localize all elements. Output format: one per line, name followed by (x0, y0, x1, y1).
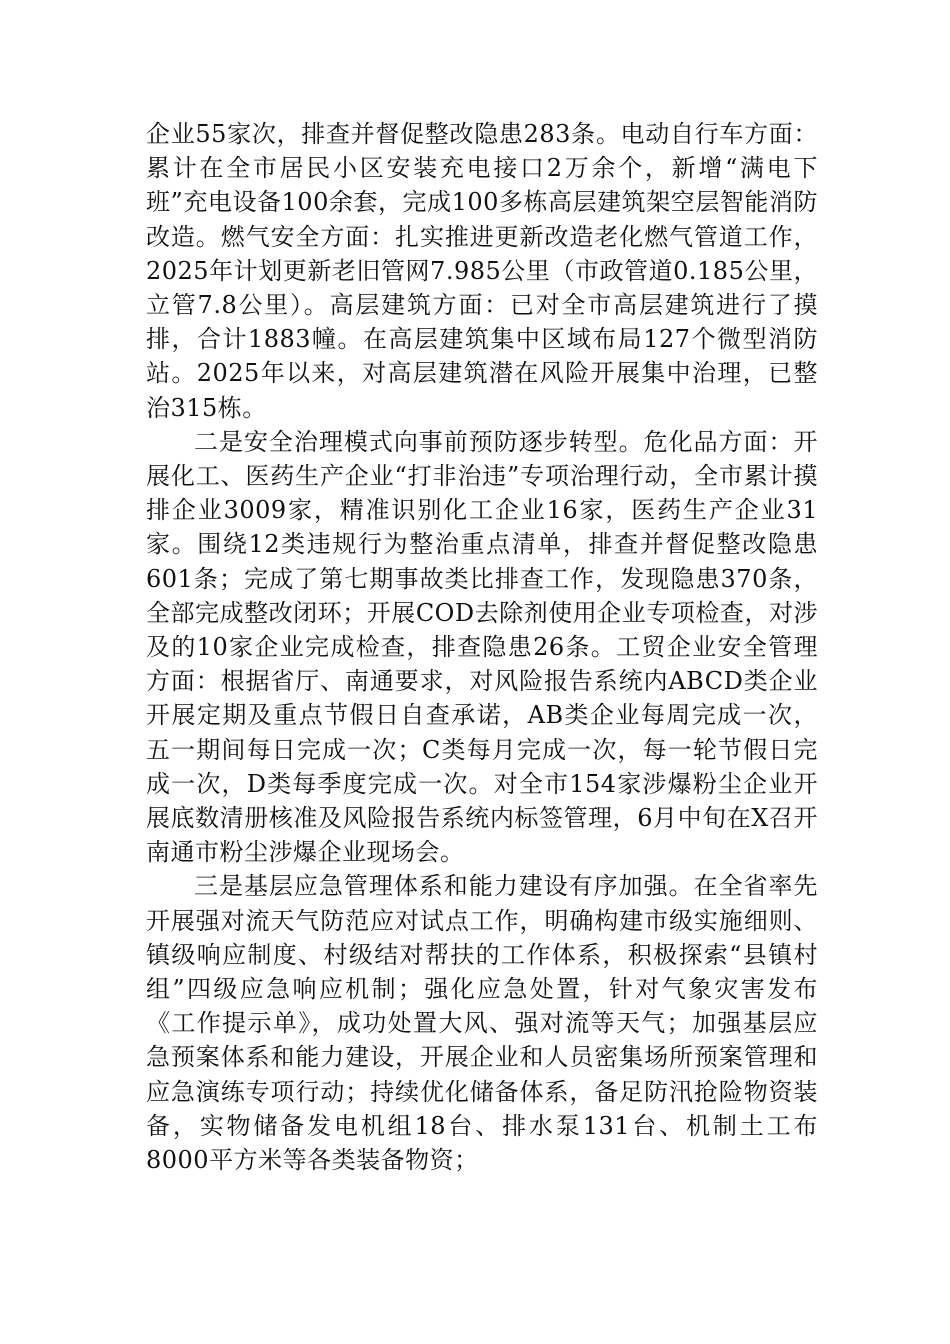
paragraph-2: 二是安全治理模式向事前预防逐步转型。危化品方面：开展化工、医药生产企业“打非治违”专项治理行动，全市累计摸排企业3009家，精准识别化工企业16家，医药生产企业31家。围绕12类违规行为整治重点清单，排查并督促整改隐患601条；完成了第七期事故类比排查工作，发现隐患370条，全部完成整改闭环；开展COD去除剂使用企业专项检查，对涉及的10家企业完成检查，排查隐患26条。工贸企业安全管理方面：根据省厅、南通要求，对风险报告系统内ABCD类企业开展定期及重点节假日自查承诺，AB类企业每周完成一次，五一期间每日完成一次；C类每月完成一次，每一轮节假日完成一次，D类每季度完成一次。对全市154家涉爆粉尘企业开展底数清册核准及风险报告系统内标签管理，6月中旬在X召开南通市粉尘涉爆企业现场会。 (146, 427, 818, 867)
document-page (146, 117, 818, 1177)
paragraph-3: 三是基层应急管理体系和能力建设有序加强。在全省率先开展强对流天气防范应对试点工作，明确构建市级实施细则、镇级响应制度、村级结对帮扶的工作体系，积极探索“县镇村组”四级应急响应机制；强化应急处置，针对气象灾害发布《工作提示单》，成功处置大风、强对流等天气；加强基层应急预案体系和能力建设，开展企业和人员密集场所预案管理和应急演练专项行动；持续优化储备体系，备足防汛抢险物资装备，实物储备发电机组18台、排水泵131台、机制土工布8000平方米等各类装备物资； (146, 872, 818, 1175)
paragraph-1: 企业55家次，排查并督促整改隐患283条。电动自行车方面：累计在全市居民小区安装充电接口2万余个，新增“满电下班”充电设备100余套，完成100多栋高层建筑架空层智能消防改造。燃气安全方面：扎实推进更新改造老化燃气管道工作，2025年计划更新老旧管网7.985公里（市政管道0.185公里，立管7.8公里）。高层建筑方面：已对全市高层建筑进行了摸排，合计1883幢。在高层建筑集中区域布局127个微型消防站。2025年以来，对高层建筑潜在风险开展集中治理，已整治315栋。 (146, 120, 818, 422)
